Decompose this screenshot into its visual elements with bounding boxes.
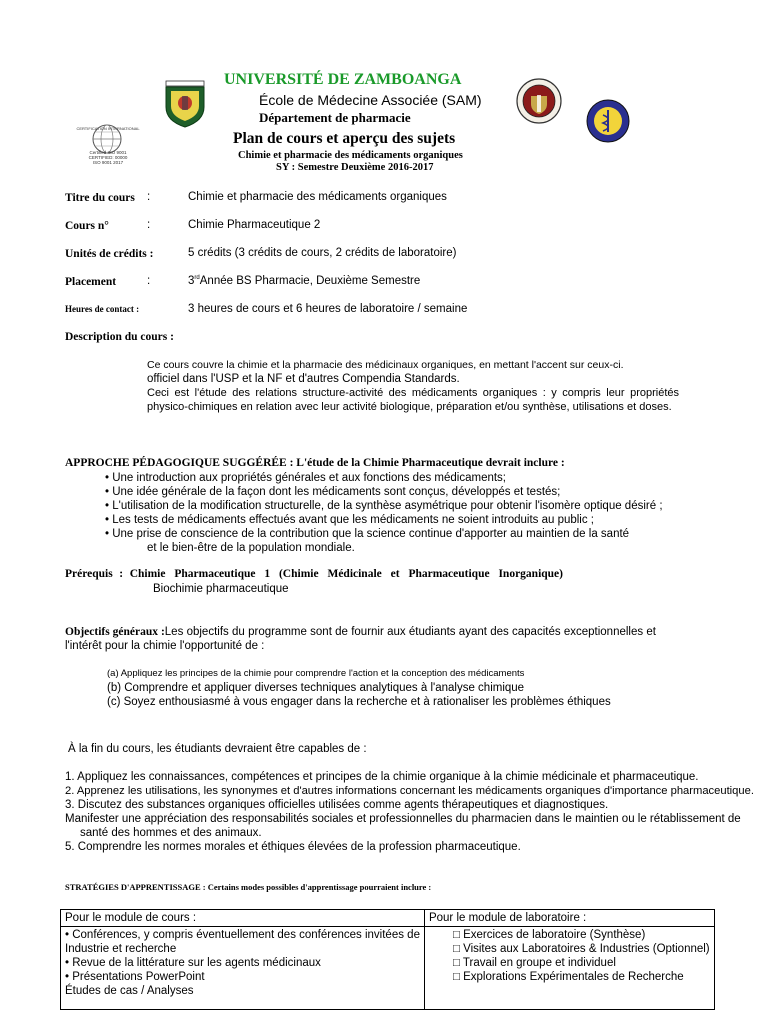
lab-items — [424, 927, 714, 1010]
objectives-block — [65, 625, 656, 653]
prereq-label: Prérequis — [65, 568, 113, 580]
plan-title: Plan de cours et aperçu des sujets — [233, 130, 456, 147]
description-paragraph: Ceci est l'étude des relations structure-activité des médicaments organiques : y compris leur propriétés physico-chimiques en relation avec leur activité biologique, préparation et/ou synthèse, utilisations et doses. — [147, 387, 679, 413]
outcome-item: 3. Discutez des substances organiques officielles utilisées comme agents thérapeutiques et diagnostiques. — [65, 799, 609, 811]
credit-units-value: 5 crédits (3 crédits de cours, 2 crédits de laboratoire) — [188, 247, 457, 259]
outcome-item: Manifester une appréciation des responsabilités sociales et professionnelles du pharmacien dans le maintien ou le rétablissement de — [65, 813, 741, 825]
objective-item: (c) Soyez enthousiasmé à vous engager dans la recherche et à rationaliser les problèmes éthiques — [107, 696, 611, 708]
placement-text: Année BS Pharmacie, Deuxième Semestre — [199, 275, 421, 287]
description-line-1: Ce cours couvre la chimie et la pharmacie des médicinaux organiques, en mettant l'accent sur ceux-ci. — [147, 359, 624, 371]
list-item: • Présentations PowerPoint — [65, 971, 205, 983]
objective-item: (a) Appliquez les principes de la chimie pour comprendre l'action et la conception des médicaments — [107, 668, 525, 679]
course-title-value: Chimie et pharmacie des médicaments organiques — [188, 191, 447, 203]
table-row — [61, 910, 715, 927]
objectives-text: Les objectifs du programme sont de fournir aux étudiants ayant des capacités exceptionnelles et l'intérêt pour la chimie l'opportunité de : — [65, 626, 656, 652]
approach-item: • Une idée générale de la façon dont les médicaments sont conçus, développés et testés; — [105, 486, 561, 498]
list-item: Industrie et recherche — [65, 943, 177, 955]
cert-caption — [70, 126, 146, 131]
credit-units-label: Unités de crédits : — [65, 248, 154, 260]
table-row — [61, 927, 715, 1010]
list-item: • Revue de la littérature sur les agents médicinaux — [65, 957, 321, 969]
placement-sep: : — [147, 275, 151, 287]
objective-item: (b) Comprendre et appliquer diverses techniques analytiques à l'analyse chimique — [107, 682, 525, 694]
university-shield-logo — [160, 79, 210, 129]
approach-heading: APPROCHE PÉDAGOGIQUE SUGGÉRÉE : L'étude de la Chimie Pharmaceutique devrait inclure : — [65, 457, 565, 469]
approach-item: • Les tests de médicaments effectués avant que les médicaments ne soient introduits au public ; — [105, 514, 595, 526]
course-number-label: Cours n° — [65, 220, 109, 232]
placement-label: Placement — [65, 276, 117, 288]
list-item: □ Exercices de laboratoire (Synthèse) — [452, 929, 646, 941]
objectives-heading: Objectifs généraux : — [65, 626, 165, 638]
cert-line: ISO 9001 2017 — [92, 160, 124, 165]
description-line-2: officiel dans l'USP et la NF et d'autres Compendia Standards. — [147, 373, 460, 385]
outcome-item: 5. Comprendre les normes morales et éthiques élevées de la profession pharmaceutique. — [65, 841, 521, 853]
lecture-items — [61, 927, 425, 1010]
list-item: • Conférences, y compris éventuellement des conférences invitées de — [65, 929, 420, 941]
pharmacy-seal-logo — [586, 99, 630, 143]
outcomes-intro: À la fin du cours, les étudiants devraient être capables de : — [68, 743, 367, 755]
school-year: SY : Semestre Deuxième 2016-2017 — [276, 162, 434, 173]
list-item: □ Travail en groupe et individuel — [452, 957, 616, 969]
cert-line: Certified ISO 9001 — [89, 150, 127, 155]
placement-value — [188, 275, 420, 287]
course-subtitle: Chimie et pharmacie des médicaments organiques — [238, 150, 463, 161]
prereq-row — [65, 568, 563, 580]
outcome-item-continuation: santé des hommes et des animaux. — [80, 827, 262, 839]
strategies-table — [60, 909, 715, 1010]
course-title-label: Titre du cours — [65, 192, 135, 204]
school-name: École de Médecine Associée (SAM) — [259, 92, 482, 108]
university-name: UNIVERSITÉ DE ZAMBOANGA — [224, 71, 462, 88]
cert-details — [72, 150, 144, 165]
contact-hours-label: Heures de contact : — [65, 304, 140, 314]
lecture-header: Pour le module de cours : — [61, 910, 425, 927]
prereq-value-2: Biochimie pharmaceutique — [153, 583, 289, 595]
prereq-value: Chimie Pharmaceutique 1 (Chimie Médicinale et Pharmaceutique Inorganique) — [129, 568, 563, 580]
course-number-sep: : — [147, 219, 151, 231]
course-number-value: Chimie Pharmaceutique 2 — [188, 219, 321, 231]
approach-item-continuation: et le bien-être de la population mondiale. — [147, 542, 355, 554]
outcome-item: 2. Apprenez les utilisations, les synonymes et d'autres informations concernant les médicaments organiques d'importance pharmaceutique. — [65, 785, 754, 797]
lab-header: Pour le module de laboratoire : — [424, 910, 714, 927]
list-item: Études de cas / Analyses — [65, 985, 194, 997]
prereq-sep: : — [119, 568, 124, 580]
cert-title: CERTIFICATION INTERNATIONAL — [76, 126, 140, 131]
approach-item: • Une prise de conscience de la contribution que la science continue d'apporter au maintien de la santé — [105, 528, 630, 540]
placement-year: 3 — [188, 275, 195, 287]
approach-item: • L'utilisation de la modification structurelle, de la synthèse asymétrique pour obtenir l'isomère optique désiré ; — [105, 500, 663, 512]
strategies-heading: STRATÉGIES D'APPRENTISSAGE : Certains modes possibles d'apprentissage pourraient inclure : — [65, 882, 432, 892]
course-title-sep: : — [147, 191, 151, 203]
cert-line: CERTIFIED: 00000 — [88, 155, 128, 160]
outcome-item: 1. Appliquez les connaissances, compétences et principes de la chimie organique à la chimie médicinale et pharmaceutique. — [65, 771, 699, 783]
medicine-seal-logo — [516, 78, 562, 124]
department-name: Département de pharmacie — [259, 110, 411, 125]
list-item: □ Visites aux Laboratoires & Industries (Optionnel) — [452, 943, 710, 955]
placement-ordinal: rd — [194, 275, 200, 282]
approach-item: • Une introduction aux propriétés générales et aux fonctions des médicaments; — [105, 472, 507, 484]
contact-hours-value: 3 heures de cours et 6 heures de laboratoire / semaine — [188, 303, 468, 315]
description-heading: Description du cours : — [65, 331, 174, 343]
list-item: □ Explorations Expérimentales de Recherche — [452, 971, 684, 983]
